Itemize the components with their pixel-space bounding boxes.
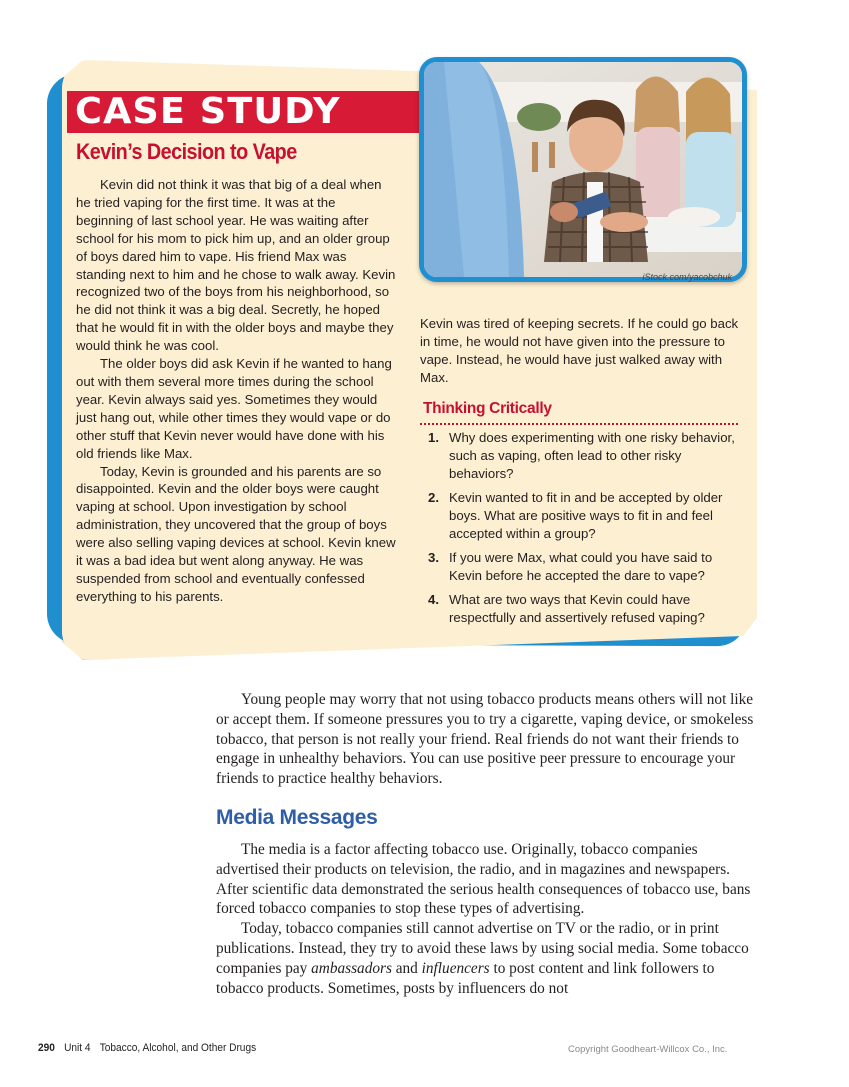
thinking-critically-questions bbox=[420, 429, 745, 633]
body-intro bbox=[216, 690, 756, 789]
key-term-influencers: influencers bbox=[421, 959, 490, 977]
case-study-story-left bbox=[76, 176, 396, 606]
key-term-ambassadors: ambassadors bbox=[311, 959, 392, 977]
question-number: 2. bbox=[428, 490, 439, 505]
question-text: Kevin wanted to fit in and be accepted by older boys. What are positive ways to fit in and feel accepted within a group? bbox=[449, 490, 723, 541]
paragraph-text: and bbox=[391, 959, 422, 977]
question-text: If you were Max, what could you have said to Kevin before he accepted the dare to vape? bbox=[449, 550, 713, 583]
section-heading-media-messages: Media Messages bbox=[216, 806, 378, 829]
case-study-story-right: Kevin was tired of keeping secrets. If he could go back in time, he would not have given into the pressure to vape. Instead, he would have just walked away with Max. bbox=[420, 316, 739, 385]
thinking-critically-heading: Thinking Critically bbox=[423, 400, 552, 417]
page-number: 290 bbox=[38, 1042, 55, 1054]
question-number: 3. bbox=[428, 550, 439, 565]
case-study-title: Kevin’s Decision to Vape bbox=[76, 139, 297, 164]
case-study-photo bbox=[419, 57, 747, 282]
question-number: 4. bbox=[428, 592, 439, 607]
question-item bbox=[420, 591, 745, 627]
case-study-banner-title: CASE STUDY bbox=[75, 91, 341, 132]
question-number: 1. bbox=[428, 430, 439, 445]
body-paragraph: The media is a factor affecting tobacco use. Originally, tobacco companies advertised their products on television, the radio, and in magazines and newspapers. After scientific data demonstrated the serious health consequences of tobacco use, bans forced tobacco companies to stop these types of advertising. bbox=[216, 841, 751, 918]
photo-boy-refusing-vape-icon bbox=[424, 62, 742, 277]
copyright-notice: Copyright Goodheart-Willcox Co., Inc. bbox=[568, 1044, 728, 1055]
question-text: What are two ways that Kevin could have respectfully and assertively refused vaping? bbox=[449, 592, 705, 625]
story-paragraph: Kevin did not think it was that big of a deal when he tried vaping for the first time. It was at the beginning of last school year. He was waiting after school for his mom to pick him up, and an older group of boys dared him to vape. His friend Max was standing next to him and he chose to walk away. Kevin recognized two of the boys from his neighborhood, so he did not think it was a big deal. Secretly, he hoped that he would fit in with the older boys and maybe they would think he was cool. bbox=[76, 177, 396, 354]
body-paragraph: Young people may worry that not using tobacco products means others will not like or accept them. If someone pressures you to try a cigarette, vaping device, or smokeless tobacco, that person is not really your friend. Real friends do not want their friends to engage in unhealthy behaviors. You can use positive peer pressure to encourage your friends to practice healthy behaviors. bbox=[216, 691, 754, 788]
paragraph-text: Today, tobacco companies still cannot advertise on TV or the radio, or in print publications. Instead, they try to avoid these laws by using social media. Some tobacco companies pay bbox=[216, 920, 749, 977]
media-messages-section bbox=[216, 840, 756, 998]
dotted-divider bbox=[420, 423, 738, 425]
story-paragraph: Today, Kevin is grounded and his parents are so disappointed. Kevin and the older boys were caught vaping at school. Upon investigation by school administration, they uncovered that the group of boys were also selling vaping devices at school. Kevin knew it was a bad idea but went along anyway. He was suspended from school and eventually confessed everything to his parents. bbox=[76, 463, 396, 604]
paragraph-text: to post content and link followers to tobacco products. Sometimes, posts by influencers do not bbox=[216, 959, 715, 997]
question-item bbox=[420, 549, 745, 585]
story-paragraph: The older boys did ask Kevin if he wanted to hang out with them several more times during the school year. Kevin always said yes. Sometimes they would just hang out, while other times they would vape or do other stuff that Kevin never would have done with his old friends like Max. bbox=[76, 356, 392, 461]
page-footer bbox=[38, 1042, 256, 1054]
unit-label: Unit 4 bbox=[64, 1042, 91, 1054]
unit-title: Tobacco, Alcohol, and Other Drugs bbox=[99, 1042, 257, 1054]
photo-credit: iStock.com/yacobchuk bbox=[642, 272, 732, 282]
body-paragraph bbox=[216, 919, 756, 998]
question-text: Why does experimenting with one risky behavior, such as vaping, often lead to other risky behaviors? bbox=[449, 430, 735, 481]
question-item bbox=[420, 429, 745, 483]
question-item bbox=[420, 489, 745, 543]
